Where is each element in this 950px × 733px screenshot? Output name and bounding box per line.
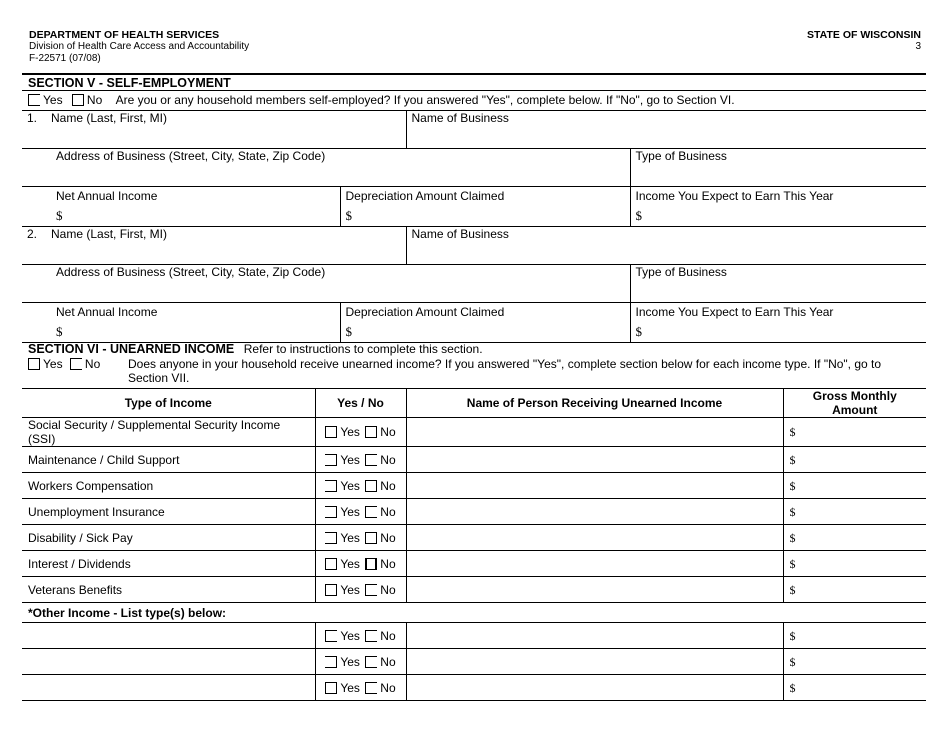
yes-checkbox[interactable]	[325, 682, 337, 694]
form-header-left	[29, 29, 249, 65]
table-row	[22, 675, 926, 701]
no-checkbox[interactable]	[365, 506, 377, 518]
table-row	[22, 499, 926, 525]
yes-checkbox[interactable]	[325, 558, 337, 570]
section5-question-row	[22, 93, 926, 107]
yesno-cell	[315, 577, 406, 603]
entry1-type-label: Type of Business	[635, 149, 727, 163]
no-label: No	[380, 530, 396, 545]
yesno-cell	[315, 499, 406, 525]
form-id: F-22571 (07/08)	[29, 53, 101, 64]
no-checkbox[interactable]	[365, 656, 377, 668]
entry1-expect-label: Income You Expect to Earn This Year	[635, 189, 834, 203]
yesno-cell	[315, 525, 406, 551]
yes-checkbox[interactable]	[325, 480, 337, 492]
yesno-cell	[315, 623, 406, 649]
person-name-cell[interactable]	[406, 675, 783, 701]
amount-cell[interactable]: $	[783, 499, 926, 525]
person-name-cell[interactable]	[406, 499, 783, 525]
yes-label: Yes	[340, 452, 360, 467]
entry2-income-dollar: $	[56, 324, 63, 339]
entry2-type-cell[interactable]	[630, 265, 926, 303]
yesno-cell	[315, 675, 406, 701]
income-type-cell: Interest / Dividends	[22, 551, 315, 577]
section5-title: SECTION V - SELF-EMPLOYMENT	[28, 76, 231, 90]
amount-cell[interactable]: $	[783, 551, 926, 577]
yes-checkbox[interactable]	[325, 454, 337, 466]
entry1-income-dollar: $	[56, 208, 63, 223]
table-row	[22, 525, 926, 551]
entry2-address-label: Address of Business (Street, City, State, Zip Code)	[56, 265, 326, 279]
entry1-name-label: Name (Last, First, MI)	[51, 111, 168, 125]
entry1-number: 1.	[27, 111, 38, 125]
amount-cell[interactable]: $	[783, 623, 926, 649]
entry2-income-label: Net Annual Income	[56, 305, 158, 319]
table-header-row	[22, 389, 926, 418]
section5-yes-checkbox[interactable]	[28, 94, 40, 106]
yes-label: Yes	[340, 628, 360, 643]
yes-label: Yes	[340, 680, 360, 695]
section5-no-checkbox[interactable]	[72, 94, 84, 106]
table-row	[22, 649, 926, 675]
entry2-expect-cell[interactable]	[630, 303, 926, 343]
no-label: No	[380, 654, 396, 669]
section5-title-rule	[22, 90, 926, 91]
col-type-header: Type of Income	[22, 389, 315, 418]
no-checkbox[interactable]	[365, 480, 377, 492]
entry2-type-label: Type of Business	[635, 265, 727, 279]
table-row	[22, 447, 926, 473]
no-label: No	[380, 452, 396, 467]
no-checkbox[interactable]	[365, 682, 377, 694]
entry2-income-cell[interactable]	[22, 303, 340, 343]
table-row	[22, 623, 926, 649]
section6-no-label: No	[84, 357, 101, 371]
amount-cell[interactable]: $	[783, 525, 926, 551]
entry1-business-label: Name of Business	[411, 111, 509, 125]
entry2-depreciation-cell[interactable]	[340, 303, 630, 343]
yesno-cell	[315, 473, 406, 499]
division-name: Division of Health Care Access and Accountability	[29, 41, 250, 52]
person-name-cell[interactable]	[406, 525, 783, 551]
other-type-cell[interactable]	[22, 649, 315, 675]
yes-label: Yes	[340, 478, 360, 493]
entry1-name-cell[interactable]	[22, 111, 406, 149]
entry2-expect-dollar: $	[635, 324, 643, 339]
entry2-address-cell[interactable]	[22, 265, 630, 303]
income-type-cell: Veterans Benefits	[22, 577, 315, 603]
other-income-label: *Other Income - List type(s) below:	[22, 603, 926, 623]
yes-label: Yes	[340, 504, 360, 519]
section6-no-checkbox[interactable]	[70, 358, 82, 370]
entry1-address-label: Address of Business (Street, City, State, Zip Code)	[56, 149, 326, 163]
entry1-income-label: Net Annual Income	[56, 189, 158, 203]
section6-yes-checkbox[interactable]	[28, 358, 40, 370]
no-label: No	[380, 628, 396, 643]
section6-title-row	[22, 342, 926, 356]
yes-label: Yes	[340, 654, 360, 669]
income-type-cell: Unemployment Insurance	[22, 499, 315, 525]
no-label: No	[380, 425, 396, 439]
income-type-cell: Maintenance / Child Support	[22, 447, 315, 473]
yesno-cell	[315, 418, 406, 447]
entry2-business-label: Name of Business	[411, 227, 509, 241]
unearned-income-table	[22, 388, 926, 701]
page-number: 3	[915, 41, 921, 52]
person-name-cell[interactable]	[406, 577, 783, 603]
yes-label: Yes	[340, 530, 360, 545]
yes-label: Yes	[340, 425, 360, 439]
section6-subtitle: Refer to instructions to complete this section.	[243, 342, 483, 356]
section6-title: SECTION VI - UNEARNED INCOME	[28, 342, 235, 356]
income-type-cell: Disability / Sick Pay	[22, 525, 315, 551]
table-row	[22, 473, 926, 499]
col-yesno-header: Yes / No	[315, 389, 406, 418]
entry1-address-cell[interactable]	[22, 149, 630, 187]
person-name-cell[interactable]	[406, 551, 783, 577]
amount-cell[interactable]: $	[783, 675, 926, 701]
no-checkbox[interactable]	[365, 558, 377, 570]
income-type-cell: Workers Compensation	[22, 473, 315, 499]
yes-checkbox[interactable]	[325, 426, 337, 438]
person-name-cell[interactable]	[406, 447, 783, 473]
table-row	[22, 418, 926, 447]
entry2-expect-label: Income You Expect to Earn This Year	[635, 305, 834, 319]
entry1-expect-cell[interactable]	[630, 187, 926, 227]
entry1-depreciation-cell[interactable]	[340, 187, 630, 227]
self-employment-entry-1	[22, 110, 926, 227]
yes-checkbox[interactable]	[325, 630, 337, 642]
person-name-cell[interactable]	[406, 623, 783, 649]
section6-question: Does anyone in your household receive unearned income? If you answered "Yes", complete section below for each income type. If "No", go to Section VII.	[128, 357, 882, 385]
yes-checkbox[interactable]	[325, 506, 337, 518]
yesno-cell	[315, 551, 406, 577]
amount-cell[interactable]: $	[783, 649, 926, 675]
yes-label: Yes	[340, 582, 360, 597]
entry1-expect-dollar: $	[635, 208, 643, 223]
section5-no-label: No	[86, 93, 103, 107]
col-person-header: Name of Person Receiving Unearned Income	[406, 389, 783, 418]
no-label: No	[380, 582, 396, 597]
form-header-right	[807, 29, 921, 53]
entry1-type-cell[interactable]	[630, 149, 926, 187]
other-type-cell[interactable]	[22, 675, 315, 701]
no-checkbox[interactable]	[365, 630, 377, 642]
person-name-cell[interactable]	[406, 473, 783, 499]
person-name-cell[interactable]	[406, 649, 783, 675]
other-income-header-row	[22, 603, 926, 623]
other-type-cell[interactable]	[22, 623, 315, 649]
state-name: STATE OF WISCONSIN	[807, 29, 921, 41]
section6-yesno-group	[28, 357, 124, 371]
no-label: No	[380, 478, 396, 493]
section5-question: Are you or any household members self-employed? If you answered "Yes", complete below. If "No", go to Section VI.	[115, 93, 735, 107]
no-checkbox[interactable]	[365, 454, 377, 466]
entry2-name-label: Name (Last, First, MI)	[51, 227, 168, 241]
entry2-depreciation-label: Depreciation Amount Claimed	[345, 305, 505, 319]
amount-cell[interactable]: $	[783, 447, 926, 473]
entry2-name-cell[interactable]	[22, 227, 406, 265]
yesno-cell	[315, 649, 406, 675]
entry1-depreciation-label: Depreciation Amount Claimed	[345, 189, 505, 203]
yes-checkbox[interactable]	[325, 656, 337, 668]
entry2-depreciation-dollar: $	[345, 324, 352, 339]
entry1-depreciation-dollar: $	[345, 208, 352, 223]
section5-yes-label: Yes	[43, 93, 63, 107]
table-row	[22, 551, 926, 577]
no-label: No	[380, 680, 396, 695]
amount-cell[interactable]: $	[783, 577, 926, 603]
no-label: No	[380, 556, 396, 571]
department-name: DEPARTMENT OF HEALTH SERVICES	[29, 29, 220, 41]
entry2-number: 2.	[27, 227, 38, 241]
yes-checkbox[interactable]	[325, 532, 337, 544]
no-label: No	[380, 504, 396, 519]
no-checkbox[interactable]	[365, 532, 377, 544]
entry1-business-cell[interactable]	[406, 111, 926, 149]
income-type-cell: Social Security / Supplemental Security Income (SSI)	[22, 418, 315, 447]
table-row	[22, 577, 926, 603]
entry2-business-cell[interactable]	[406, 227, 926, 265]
self-employment-entry-2	[22, 226, 926, 343]
col-amount-header: Gross Monthly Amount	[783, 389, 926, 418]
entry1-income-cell[interactable]	[22, 187, 340, 227]
section6-yes-label: Yes	[43, 357, 63, 371]
no-checkbox[interactable]	[365, 584, 377, 596]
amount-cell[interactable]: $	[783, 418, 926, 447]
yes-checkbox[interactable]	[325, 584, 337, 596]
person-name-cell[interactable]	[406, 418, 783, 447]
amount-cell[interactable]: $	[783, 473, 926, 499]
yes-label: Yes	[340, 556, 360, 571]
yesno-cell	[315, 447, 406, 473]
section5-top-rule	[22, 73, 926, 75]
no-checkbox[interactable]	[365, 426, 377, 438]
